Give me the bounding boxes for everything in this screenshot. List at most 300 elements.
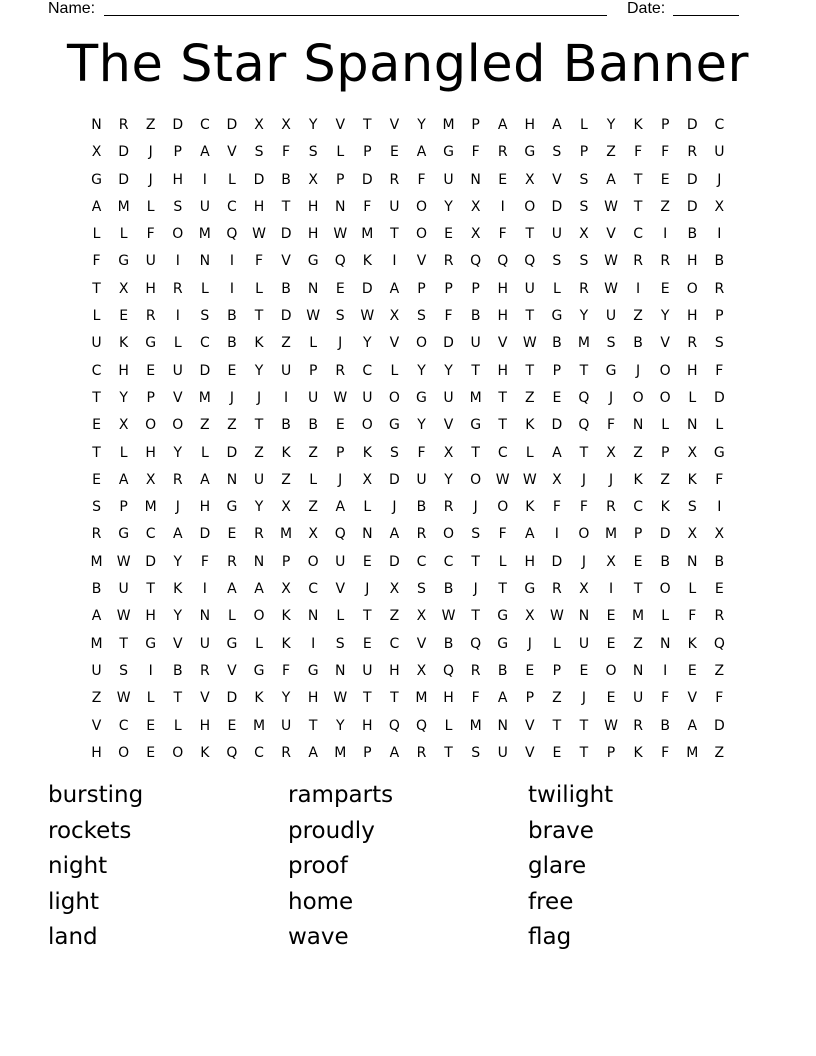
grid-letter: P <box>336 444 345 461</box>
grid-letter: M <box>90 553 103 570</box>
grid-letter: T <box>498 417 507 434</box>
grid-letter: R <box>172 280 183 297</box>
grid-letter: W <box>604 253 618 270</box>
grid-letter: D <box>361 171 373 188</box>
grid-letter: Z <box>606 144 616 161</box>
grid-letter: N <box>91 117 102 133</box>
grid-letter: D <box>686 198 698 215</box>
grid-letter: J <box>581 471 587 488</box>
grid-letter: A <box>416 144 427 161</box>
grid-letter: X <box>606 553 616 570</box>
grid-letter: U <box>91 662 102 679</box>
grid-letter: R <box>254 526 264 543</box>
grid-letter: N <box>687 417 698 434</box>
word-item: light <box>48 888 99 915</box>
grid-letter: Z <box>660 198 670 215</box>
grid-letter: G <box>388 417 400 434</box>
word-item: proof <box>288 853 348 880</box>
grid-letter: T <box>363 690 372 707</box>
grid-letter: T <box>471 444 480 461</box>
grid-letter: G <box>605 362 617 379</box>
grid-letter: E <box>227 362 237 379</box>
grid-letter: V <box>335 581 346 598</box>
grid-letter: K <box>281 635 291 652</box>
grid-letter: U <box>443 171 454 188</box>
grid-letter: J <box>148 144 153 161</box>
grid-letter: W <box>549 608 564 625</box>
grid-letter: I <box>717 226 722 243</box>
word-item: night <box>48 853 108 880</box>
grid-letter: K <box>173 581 183 598</box>
word-item: land <box>48 924 98 951</box>
grid-letter: J <box>256 389 262 406</box>
grid-letter: M <box>469 389 482 406</box>
grid-letter: I <box>202 581 207 598</box>
grid-letter: Z <box>200 417 210 434</box>
grid-letter: T <box>281 198 291 215</box>
grid-letter: A <box>389 280 400 297</box>
grid-letter: N <box>335 662 346 679</box>
grid-letter: O <box>578 526 590 543</box>
grid-letter: O <box>415 226 427 243</box>
grid-letter: X <box>470 226 481 243</box>
grid-letter: P <box>444 280 453 297</box>
grid-letter: V <box>281 253 291 270</box>
grid-letter: T <box>525 226 535 243</box>
grid-letter: L <box>146 198 155 215</box>
grid-letter: P <box>471 280 480 297</box>
grid-letter: D <box>226 444 238 461</box>
grid-letter: S <box>579 171 589 188</box>
grid-letter: T <box>146 581 155 598</box>
grid-letter: O <box>361 417 373 434</box>
word-item: home <box>288 888 354 915</box>
grid-letter: U <box>605 308 617 325</box>
grid-letter: E <box>606 635 616 652</box>
grid-letter: N <box>687 553 698 570</box>
grid-letter: N <box>632 662 644 679</box>
grid-letter: H <box>497 308 508 325</box>
grid-letter: B <box>281 171 291 188</box>
header-fields <box>0 0 816 20</box>
grid-letter: B <box>91 581 102 598</box>
grid-letter: E <box>362 635 372 652</box>
grid-letter: H <box>253 198 265 215</box>
grid-letter: T <box>633 171 643 188</box>
grid-letter: G <box>307 662 319 679</box>
grid-letter: G <box>226 635 238 652</box>
grid-row <box>83 112 733 139</box>
word-column <box>528 778 748 956</box>
grid-letter: D <box>713 389 725 406</box>
grid-letter: D <box>199 362 211 379</box>
grid-letter: I <box>608 581 614 598</box>
grid-letter: Z <box>552 690 562 707</box>
grid-letter: S <box>579 198 589 215</box>
grid-letter: J <box>717 171 722 188</box>
grid-letter: C <box>443 553 454 570</box>
grid-letter: G <box>91 171 102 188</box>
grid-letter: H <box>118 362 129 379</box>
grid-letter: F <box>417 444 426 461</box>
grid-letter: J <box>608 471 614 488</box>
grid-letter: D <box>172 117 184 133</box>
grid-letter: M <box>415 690 428 707</box>
grid-letter: B <box>714 553 725 570</box>
date-blank-line <box>673 15 739 16</box>
grid-letter: Z <box>281 335 291 352</box>
grid-letter: W <box>116 690 131 707</box>
grid-letter: E <box>335 417 345 434</box>
grid-letter: D <box>551 553 563 570</box>
grid-row <box>83 167 733 194</box>
grid-letter: P <box>363 144 372 161</box>
grid-letter: Y <box>173 553 183 570</box>
grid-letter: K <box>362 444 372 461</box>
grid-letter: F <box>715 690 724 707</box>
grid-letter: I <box>229 253 234 270</box>
grid-letter: V <box>606 226 616 243</box>
grid-letter: Z <box>714 662 725 679</box>
grid-letter: E <box>606 608 616 625</box>
grid-letter: E <box>146 362 156 379</box>
grid-letter: X <box>470 198 481 215</box>
grid-letter: S <box>335 635 345 652</box>
grid-letter: S <box>335 308 345 325</box>
word-item: twilight <box>528 782 614 808</box>
grid-letter: F <box>634 144 643 161</box>
grid-letter: H <box>145 444 156 461</box>
grid-letter: F <box>661 744 670 761</box>
grid-letter: E <box>552 389 562 406</box>
grid-letter: C <box>633 499 643 516</box>
grid-letter: D <box>361 280 373 297</box>
word-item: ramparts <box>288 782 394 808</box>
grid-letter: X <box>118 417 129 434</box>
grid-letter: E <box>227 717 237 734</box>
grid-letter: U <box>524 280 535 297</box>
grid-letter: V <box>552 171 562 188</box>
page-title: The Star Spangled Banner <box>67 35 749 94</box>
grid-letter: Q <box>388 717 400 734</box>
grid-letter: U <box>199 635 210 652</box>
grid-letter: A <box>687 717 698 734</box>
grid-letter: I <box>148 662 153 679</box>
grid-letter: T <box>579 362 589 379</box>
word-column <box>48 778 268 956</box>
grid-letter: E <box>687 662 697 679</box>
grid-letter: T <box>92 389 101 406</box>
grid-letter: Y <box>444 471 453 488</box>
grid-letter: W <box>306 308 321 325</box>
grid-letter: U <box>470 335 481 352</box>
grid-letter: G <box>307 253 319 270</box>
word-item: brave <box>528 817 594 844</box>
grid-letter: O <box>659 389 671 406</box>
grid-letter: R <box>416 526 427 543</box>
grid-letter: L <box>552 635 561 652</box>
grid-row <box>83 549 733 576</box>
grid-letter: M <box>632 608 645 625</box>
grid-letter: O <box>415 335 427 352</box>
grid-letter: V <box>389 117 400 133</box>
grid-letter: X <box>687 444 698 461</box>
grid-letter: P <box>715 308 724 325</box>
grid-letter: V <box>91 717 102 734</box>
grid-letter: M <box>90 635 103 652</box>
grid-letter: R <box>227 553 237 570</box>
grid-letter: T <box>173 690 183 707</box>
grid-letter: Y <box>579 308 589 325</box>
grid-letter: I <box>311 635 316 652</box>
grid-letter: L <box>255 635 263 652</box>
word-item: wave <box>288 924 349 951</box>
grid-letter: S <box>417 581 426 598</box>
grid-letter: J <box>338 335 343 352</box>
grid-letter: O <box>686 280 698 297</box>
grid-letter: F <box>688 608 697 625</box>
grid-letter: J <box>636 362 641 379</box>
grid-letter: U <box>362 389 373 406</box>
grid-letter: P <box>173 144 182 161</box>
name-blank-line <box>104 15 607 16</box>
grid-letter: N <box>199 608 211 625</box>
grid-letter: W <box>116 553 131 570</box>
grid-letter: R <box>145 308 156 325</box>
grid-letter: S <box>471 744 481 761</box>
grid-letter: I <box>175 308 180 325</box>
grid-letter: R <box>606 499 616 516</box>
grid-letter: H <box>389 662 400 679</box>
grid-letter: A <box>552 444 562 461</box>
grid-letter: U <box>362 662 373 679</box>
grid-letter: L <box>200 280 209 297</box>
grid-letter: T <box>308 717 318 734</box>
grid-letter: S <box>606 335 616 352</box>
grid-letter: T <box>471 362 480 379</box>
grid-letter: O <box>118 744 130 761</box>
word-item: bursting <box>48 782 144 808</box>
grid-letter: O <box>172 744 184 761</box>
grid-letter: W <box>495 471 510 488</box>
grid-letter: Z <box>660 471 670 488</box>
grid-letter: I <box>717 499 722 516</box>
grid-letter: Y <box>417 417 426 434</box>
grid-letter: M <box>144 499 157 516</box>
grid-letter: G <box>145 635 157 652</box>
grid-letter: L <box>444 717 453 734</box>
grid-letter: E <box>660 280 670 297</box>
grid-letter: W <box>441 608 456 625</box>
grid-letter: S <box>308 144 318 161</box>
grid-letter: Y <box>173 444 183 461</box>
grid-letter: L <box>119 226 128 243</box>
grid-letter: I <box>500 198 505 215</box>
grid-letter: T <box>498 581 507 598</box>
grid-letter: E <box>444 226 453 243</box>
grid-letter: H <box>145 280 156 297</box>
grid-letter: F <box>417 171 426 188</box>
grid-letter: C <box>118 717 129 734</box>
grid-letter: T <box>254 417 264 434</box>
grid-letter: C <box>254 744 264 761</box>
grid-letter: K <box>687 471 697 488</box>
grid-letter: W <box>604 717 618 734</box>
grid-letter: G <box>524 581 536 598</box>
grid-letter: X <box>606 444 616 461</box>
grid-letter: U <box>91 335 102 352</box>
grid-letter: T <box>498 389 507 406</box>
grid-letter: L <box>200 444 209 461</box>
grid-letter: F <box>498 526 507 543</box>
grid-letter: M <box>280 526 293 543</box>
grid-letter: O <box>524 198 536 215</box>
grid-letter: R <box>118 117 129 133</box>
grid-letter: E <box>579 662 589 679</box>
grid-letter: B <box>416 499 427 516</box>
grid-row <box>83 658 733 685</box>
grid-letter: U <box>280 362 292 379</box>
grid-letter: S <box>389 444 399 461</box>
grid-letter: S <box>714 335 724 352</box>
grid-letter: E <box>227 526 237 543</box>
grid-letter: M <box>442 117 455 133</box>
grid-letter: P <box>308 362 318 379</box>
grid-letter: R <box>579 280 589 297</box>
grid-letter: O <box>253 608 265 625</box>
grid-letter: K <box>525 499 535 516</box>
grid-letter: B <box>470 308 481 325</box>
grid-letter: R <box>389 171 400 188</box>
grid-letter: E <box>92 471 101 488</box>
grid-letter: K <box>633 117 643 133</box>
grid-letter: I <box>229 280 234 297</box>
grid-letter: G <box>497 635 509 652</box>
grid-letter: X <box>362 471 373 488</box>
grid-letter: H <box>307 690 319 707</box>
grid-letter: W <box>333 389 348 406</box>
grid-letter: U <box>145 253 156 270</box>
grid-letter: L <box>255 280 263 297</box>
grid-letter: E <box>714 581 724 598</box>
grid-row <box>83 494 733 521</box>
grid-letter: I <box>663 226 668 243</box>
grid-letter: G <box>253 662 265 679</box>
grid-letter: Z <box>633 308 643 325</box>
grid-letter: J <box>175 499 180 516</box>
grid-letter: T <box>444 744 453 761</box>
grid-letter: Y <box>173 608 183 625</box>
grid-letter: V <box>227 662 237 679</box>
grid-letter: K <box>525 417 535 434</box>
grid-letter: T <box>471 608 480 625</box>
grid-letter: O <box>388 389 400 406</box>
grid-letter: X <box>118 280 129 297</box>
grid-letter: S <box>552 144 562 161</box>
grid-letter: F <box>715 471 724 488</box>
grid-letter: E <box>498 171 508 188</box>
grid-letter: V <box>660 335 670 352</box>
grid-letter: T <box>363 117 372 133</box>
grid-letter: N <box>362 526 373 543</box>
grid-letter: J <box>148 171 153 188</box>
grid-letter: O <box>172 226 184 243</box>
grid-row <box>83 221 733 248</box>
grid-letter: B <box>687 226 698 243</box>
grid-letter: R <box>660 253 671 270</box>
grid-letter: M <box>334 744 347 761</box>
grid-letter: C <box>389 635 400 652</box>
grid-letter: Z <box>524 389 535 406</box>
grid-letter: M <box>686 744 699 761</box>
grid-letter: X <box>552 471 562 488</box>
grid-letter: P <box>119 499 128 516</box>
grid-letter: H <box>443 690 454 707</box>
grid-letter: E <box>552 744 562 761</box>
grid-letter: R <box>199 662 210 679</box>
grid-letter: E <box>362 553 372 570</box>
grid-letter: U <box>578 635 590 652</box>
grid-letter: H <box>362 717 373 734</box>
grid-letter: W <box>360 308 375 325</box>
grid-letter: T <box>579 744 589 761</box>
grid-letter: R <box>335 362 346 379</box>
grid-letter: T <box>552 717 562 734</box>
grid-letter: G <box>226 499 238 516</box>
grid-letter: R <box>281 744 291 761</box>
grid-letter: M <box>198 226 211 243</box>
grid-letter: Y <box>417 117 426 133</box>
grid-letter: V <box>416 253 427 270</box>
grid-letter: C <box>145 526 156 543</box>
grid-letter: Q <box>334 253 346 270</box>
grid-letter: D <box>551 198 563 215</box>
grid-row <box>83 330 733 357</box>
grid-letter: O <box>470 471 482 488</box>
word-item: proudly <box>288 817 375 844</box>
grid-letter: G <box>443 144 454 161</box>
grid-letter: T <box>525 308 535 325</box>
grid-letter: D <box>199 526 211 543</box>
grid-letter: Y <box>417 362 426 379</box>
grid-letter: Z <box>281 471 291 488</box>
grid-letter: R <box>552 581 562 598</box>
grid-letter: U <box>253 471 265 488</box>
grid-letter: Z <box>308 499 318 516</box>
grid-letter: W <box>604 280 618 297</box>
grid-letter: V <box>416 635 427 652</box>
grid-letter: U <box>714 144 725 161</box>
grid-row <box>83 576 733 603</box>
grid-letter: B <box>443 581 454 598</box>
grid-letter: N <box>335 198 346 215</box>
grid-letter: M <box>604 526 618 543</box>
grid-letter: P <box>552 362 562 379</box>
grid-letter: A <box>335 499 346 516</box>
grid-letter: I <box>554 526 559 543</box>
grid-letter: L <box>309 335 318 352</box>
grid-letter: X <box>389 308 400 325</box>
grid-letter: L <box>363 499 372 516</box>
grid-letter: L <box>173 717 182 734</box>
grid-letter: B <box>714 253 725 270</box>
grid-letter: R <box>91 526 102 543</box>
grid-letter: X <box>389 581 400 598</box>
grid-letter: G <box>713 444 725 461</box>
grid-letter: C <box>199 335 210 352</box>
grid-letter: K <box>660 499 670 516</box>
grid-letter: O <box>605 662 617 679</box>
